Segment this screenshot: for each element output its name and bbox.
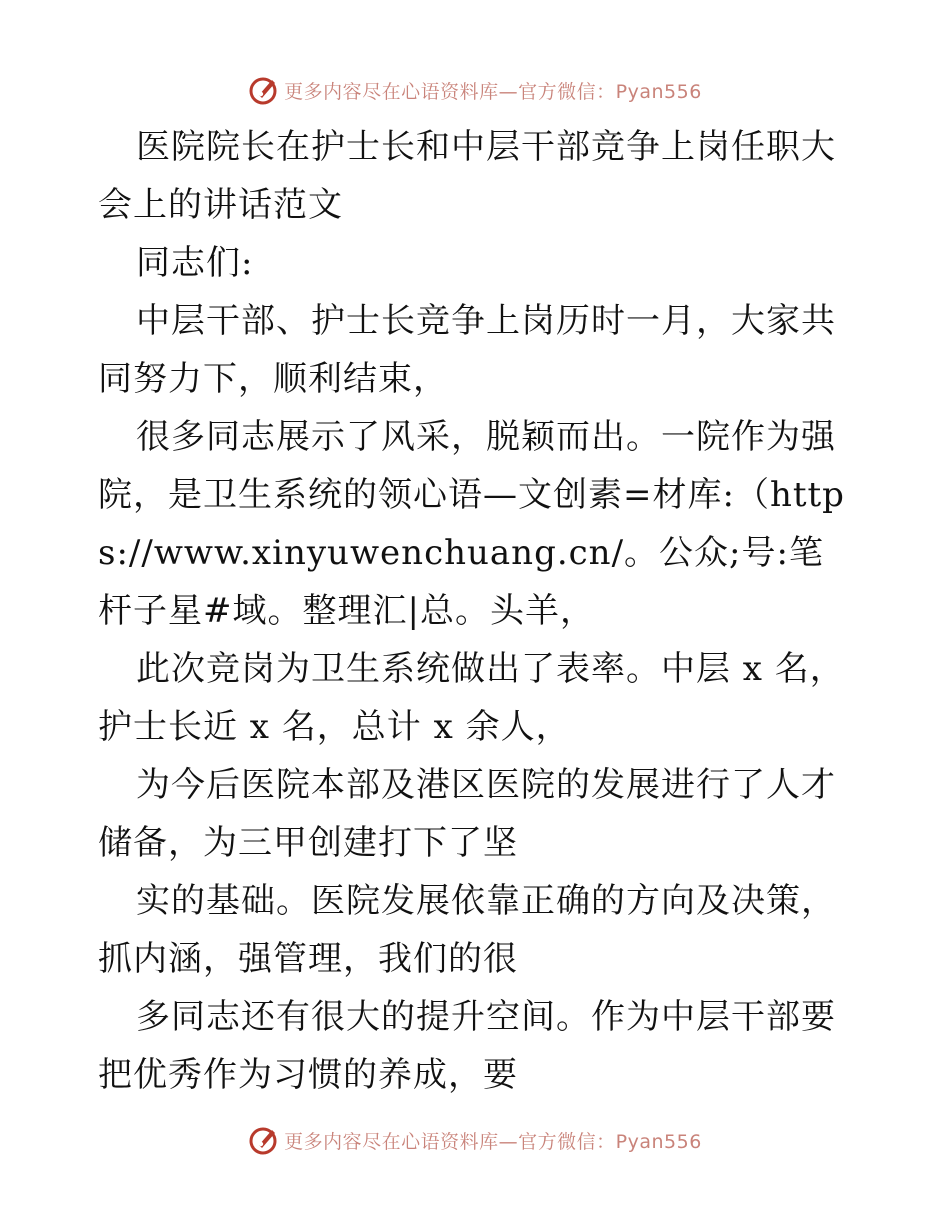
footer-watermark-text: 更多内容尽在心语资料库—官方微信：Pyan556 [284, 1130, 702, 1153]
document-title: 医院院长在护士长和中层干部竞争上岗任职大会上的讲话范文 [98, 127, 836, 225]
paragraph: 为今后医院本部及港区医院的发展进行了人才储备，为三甲创建打下了坚 [98, 765, 836, 863]
footer-watermark [0, 1120, 950, 1160]
header-watermark [0, 70, 950, 110]
header-watermark-text: 更多内容尽在心语资料库—官方微信：Pyan556 [284, 80, 702, 103]
pen-nib-circle-icon [248, 1124, 280, 1156]
paragraph: 很多同志展示了风采，脱颖而出。一院作为强院，是卫生系统的领心语—文创素=材库:（https://www.xinyuwenchuang.cn/。公众;号:笔杆子星#域。整理汇|总。头羊， [98, 417, 845, 631]
paragraph: 多同志还有很大的提升空间。作为中层干部要把优秀作为习惯的养成，要 [98, 997, 836, 1095]
pen-nib-circle-icon [248, 74, 280, 106]
paragraph: 中层干部、护士长竞争上岗历时一月，大家共同努力下，顺利结束， [98, 301, 836, 399]
paragraph: 此次竞岗为卫生系统做出了表率。中层 x 名，护士长近 x 名，总计 x 余人， [98, 649, 845, 747]
paragraph: 同志们: [136, 243, 254, 283]
paragraph: 实的基础。医院发展依靠正确的方向及决策，抓内涵，强管理，我们的很 [98, 881, 836, 979]
document-body [98, 118, 858, 1104]
